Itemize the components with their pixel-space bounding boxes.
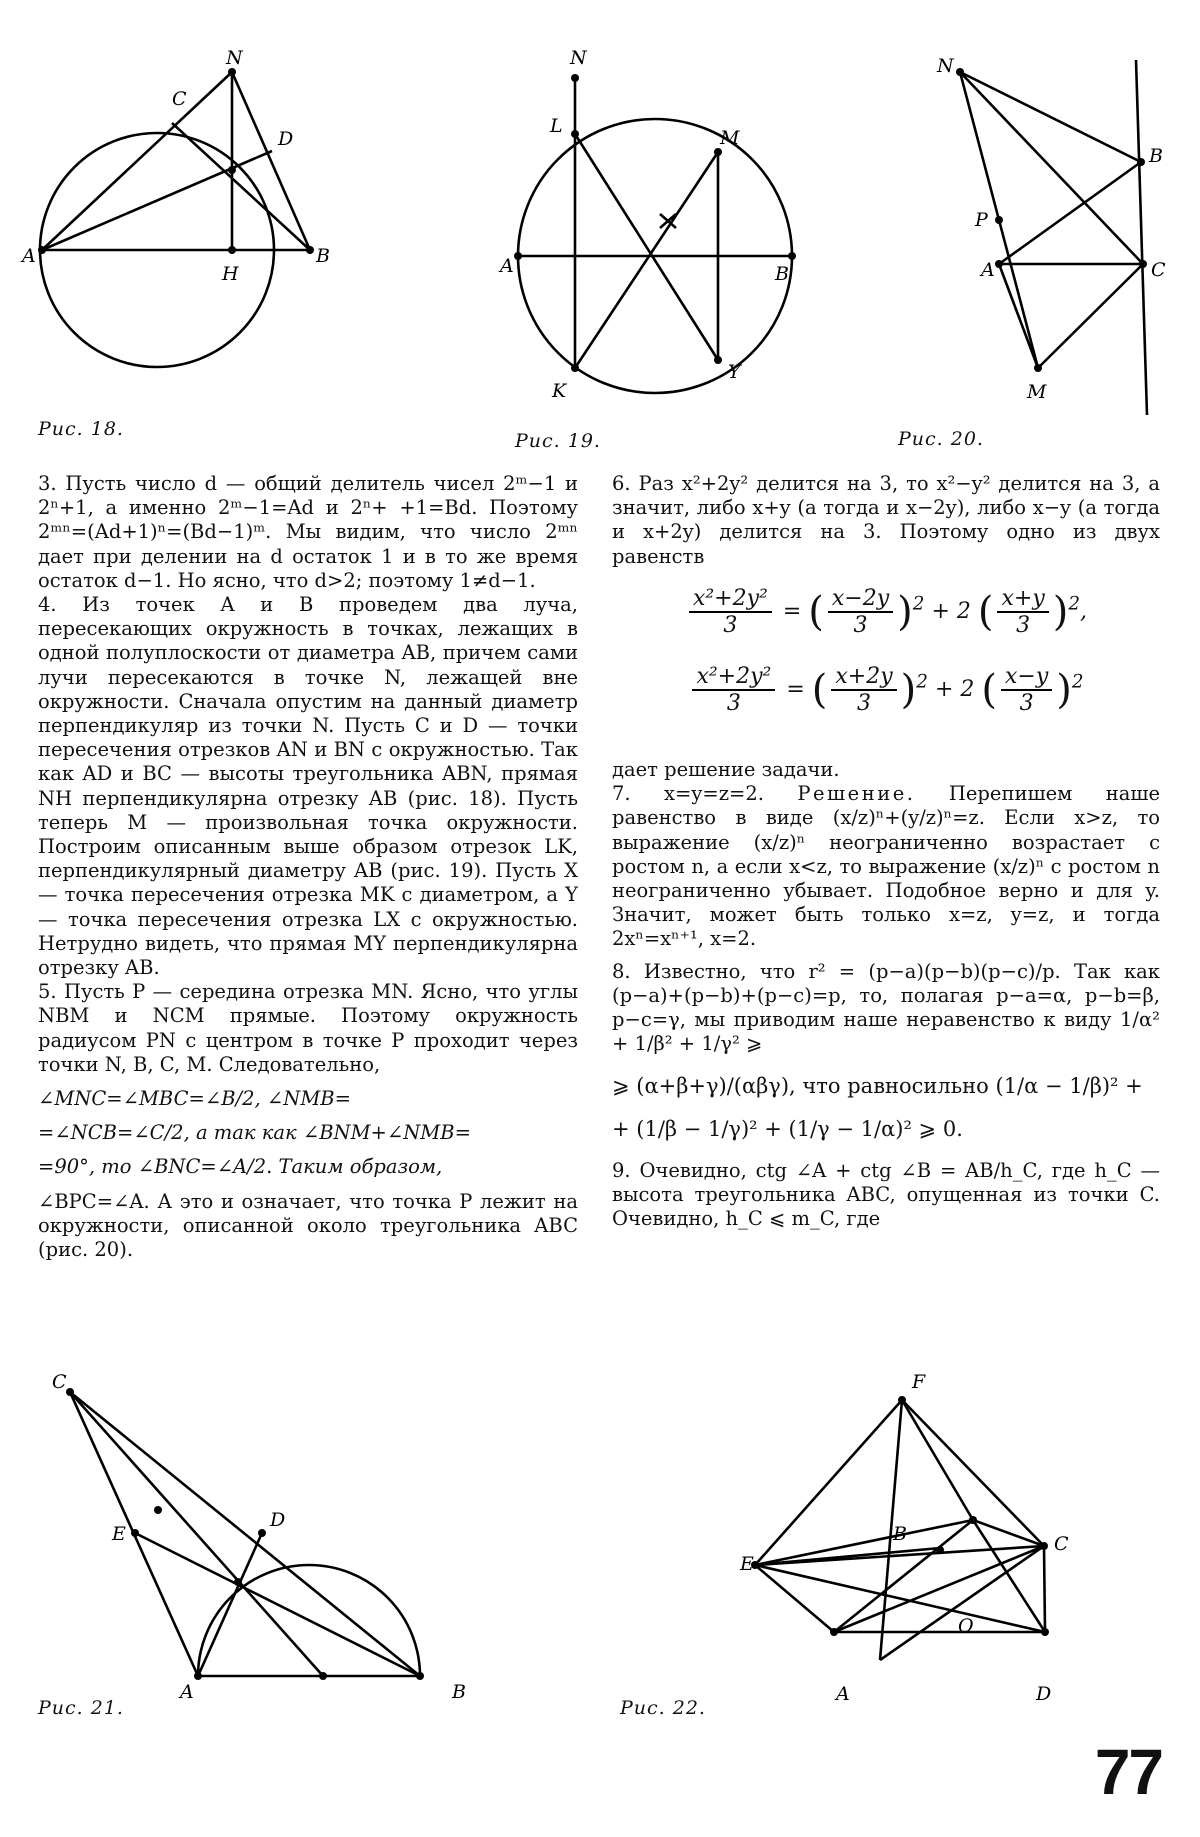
label-C: C [172, 88, 187, 110]
caption-fig20: Рис. 20. [898, 428, 984, 450]
caption-fig22: Рис. 22. [620, 1697, 706, 1719]
label-F: F [912, 1371, 926, 1393]
label-M: M [720, 127, 740, 149]
label-N: N [570, 47, 587, 69]
label-D: D [270, 1509, 286, 1531]
label-A: A [22, 245, 36, 267]
caption-fig18: Рис. 18. [38, 418, 124, 440]
label-H: H [222, 263, 239, 285]
solution-6-end: дает решение задачи. [612, 758, 840, 781]
label-A: A [836, 1683, 850, 1705]
solution-5-formula-2: =∠NCB=∠C/2, а так как ∠BNM+∠NMB= [38, 1121, 471, 1145]
label-O: O [958, 1615, 974, 1637]
label-L: L [550, 115, 563, 137]
solution-5-formula-3: =90°, то ∠BNC=∠A/2. Таким образом, [38, 1155, 443, 1179]
label-E: E [740, 1553, 754, 1575]
figure-19 [470, 40, 800, 420]
label-C: C [1151, 259, 1166, 281]
solution-8-end: + (1/β − 1/γ)² + (1/γ − 1/α)² ⩾ 0. [612, 1116, 963, 1141]
figure-21 [40, 1370, 480, 1730]
label-A: A [500, 255, 514, 277]
label-B: B [452, 1681, 466, 1703]
label-B: B [775, 263, 789, 285]
label-E: E [112, 1523, 126, 1545]
caption-fig21: Рис. 21. [38, 1697, 124, 1719]
solution-3: 3. Пусть число d — общий делитель чисел 2ᵐ−1 и 2ⁿ+1, а именно 2ᵐ−1=Ad и 2ⁿ+ +1=Bd. Поэтому 2ᵐⁿ=(Ad+1)ⁿ=(Bd−1)ᵐ. Мы видим, что число 2ᵐⁿ дает при делении на d остаток 1 и в то же время остаток d−1. Но ясно, что d>2; поэтому 1≠d−1. [38, 472, 578, 592]
label-N: N [226, 47, 243, 69]
label-B: B [1149, 145, 1163, 167]
solution-7: 7. x=y=z=2. Решение. Перепишем наше равенство в виде (x/z)ⁿ+(y/z)ⁿ=z. Если x>z, то выражение (x/z)ⁿ неограниченно возрастает с ростом n, а если x<z, то выражение (x/z)ⁿ с ростом n неограниченно убывает. Подобное верно и для y. Значит, может быть только x=z, y=z, и тогда 2xⁿ=xⁿ⁺¹, x=2. [612, 782, 1161, 951]
solution-8-cont: ⩾ (α+β+γ)/(αβγ), что равносильно (1/α − 1/β)² + [612, 1074, 1143, 1099]
equation-2: $\frac{\text{x²+2y²}}{3}$ = ( $\frac{x+2y}{3}$ )$^2$ + 2 ( $\frac{x-y}{3}$ )$^2$ [612, 664, 1160, 716]
right-column [612, 472, 1160, 569]
label-A: A [180, 1681, 194, 1703]
label-K: K [552, 380, 567, 402]
solution-6: 6. Раз x²+2y² делится на 3, то x²−y² делится на 3, а значит, либо x+y (а тогда и x−2y), либо x−y (а тогда и x+2y) делится на 3. Поэтому одно из двух равенств [612, 472, 1160, 568]
figure-20 [925, 50, 1185, 420]
label-B: B [316, 245, 330, 267]
equation-1: $\frac{\text{x²+2y²}}{3}$ = ( $\frac{x-2y}{3}$ )$^2$ + 2 ( $\frac{x+y}{3}$ )$^2$, [612, 586, 1160, 638]
right-column-2 [612, 758, 1160, 1231]
label-M: M [1027, 381, 1047, 403]
label-C: C [52, 1371, 67, 1393]
solution-5: 5. Пусть P — середина отрезка MN. Ясно, что углы NBM и NCM прямые. Поэтому окружность радиусом PN с центром в точке P проходит через точки N, B, C, M. Следовательно, [38, 980, 578, 1076]
caption-fig19: Рис. 19. [515, 430, 601, 452]
label-B: B [893, 1523, 907, 1545]
solution-5-end: ∠BPC=∠A. А это и означает, что точка P лежит на окружности, описанной около треугольника ABC (рис. 20). [38, 1189, 578, 1262]
solution-5-formula-1: ∠MNC=∠MBC=∠B/2, ∠NMB= [38, 1087, 351, 1111]
label-D: D [1036, 1683, 1052, 1705]
label-N: N [937, 55, 954, 77]
figure-18 [20, 40, 330, 410]
left-column [38, 472, 578, 1262]
label-P: P [975, 209, 988, 231]
page-number: 77 [1094, 1736, 1162, 1808]
label-A: A [981, 259, 995, 281]
solution-4: 4. Из точек A и B проведем два луча, пересекающих окружность в точках, лежащих в одной полуплоскости от диаметра AB, причем сами лучи пересекаются в точке N, лежащей вне окружности. Сначала опустим на данный диаметр перпендикуляр из точки N. Пусть C и D — точки пересечения отрезков AN и BN с окружностью. Так как AD и BC — высоты треугольника ABN, прямая NH перпендикулярна отрезку AB (рис. 18). Пусть теперь M — произвольная точка окружности. Построим описанным выше образом отрезок LK, перпендикулярный диаметру AB (рис. 19). Пусть X — точка пересечения отрезка MK с диаметром, а Y — точка пересечения отрезка LX с окружностью. Нетрудно видеть, что прямая MY перпендикулярна отрезку AB. [38, 593, 578, 980]
figure-22 [740, 1370, 1120, 1710]
label-Y: Y [728, 361, 741, 383]
label-C: C [1054, 1533, 1069, 1555]
solution-8: 8. Известно, что r² = (p−a)(p−b)(p−c)/p. Так как (p−a)+(p−b)+(p−c)=p, то, полагая p−a=α, p−b=β, p−c=γ, мы приводим наше неравенство к виду 1/α² + 1/β² + 1/γ² ⩾ [612, 959, 1160, 1056]
solution-9: 9. Очевидно, ctg ∠A + ctg ∠B = AB/h_C, где h_C — высота треугольника ABC, опущенная из точки C. Очевидно, h_C ⩽ m_C, где [612, 1158, 1160, 1231]
label-D: D [278, 128, 294, 150]
